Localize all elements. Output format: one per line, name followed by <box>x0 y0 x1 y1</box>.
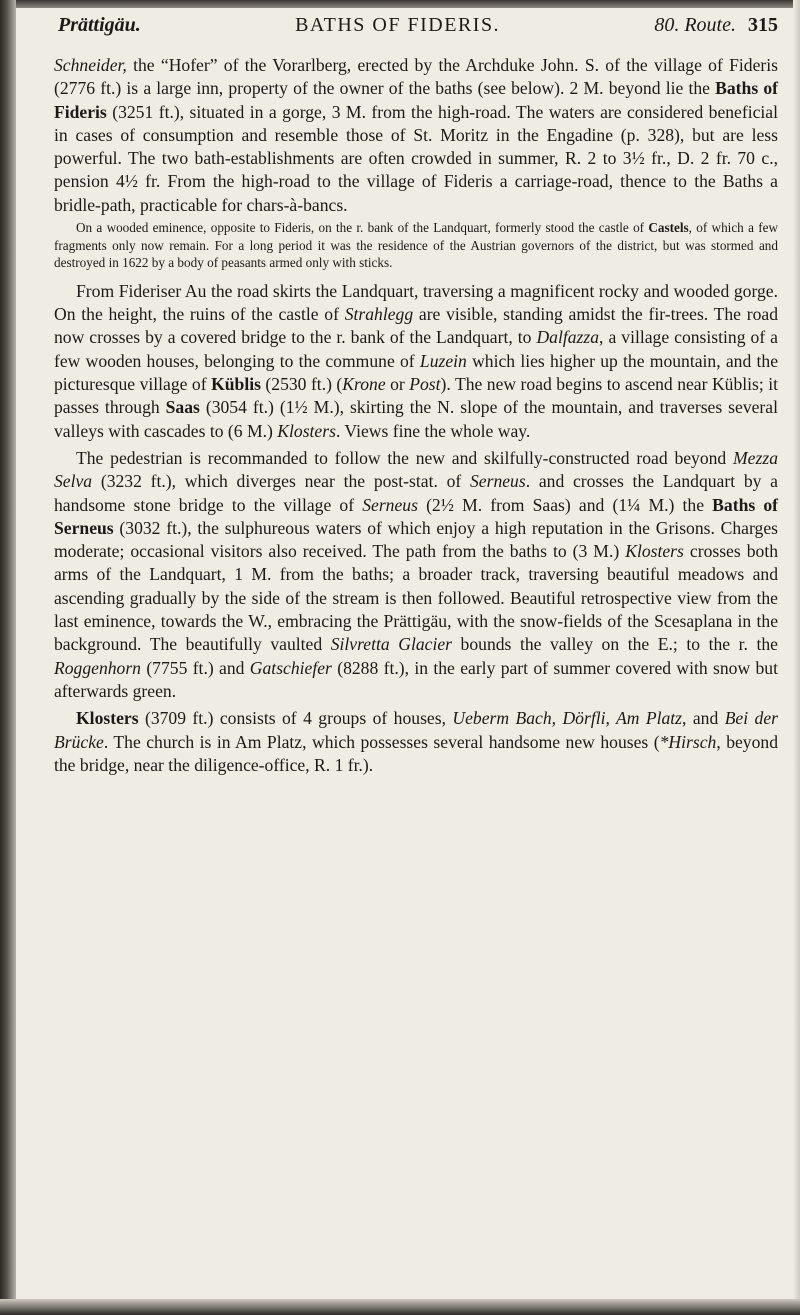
text-run: Bei der Brücke <box>54 708 779 752</box>
note-castels <box>54 219 778 272</box>
text-run: , a village consisting of a few wooden houses, belonging to the commune of <box>54 327 778 371</box>
text-run: Serneus <box>362 494 418 515</box>
text-run: (2½ M. from Saas) and (1¼ M.) the <box>417 494 713 515</box>
text-run: Klosters <box>625 541 684 562</box>
text-run: Klosters <box>277 420 336 441</box>
running-head-title: BATHS OF FIDERIS. <box>295 14 501 36</box>
text-run: Krone <box>342 374 386 395</box>
text-run: (3054 ft.) (1½ M.), skirting the N. slope of the mountain, and traverses several valleys with cascades to (6 M.) <box>54 397 778 441</box>
text-run: Küblis <box>211 374 261 395</box>
text-run: *Hirsch <box>659 731 717 752</box>
text-run: , of which a few fragments only now remain. For a long period it was the residence of the Austrian governors of the district, but was stormed and destroyed in 1622 by a body of peasants armed only with sticks. <box>54 220 778 271</box>
running-head-region: Prättigäu. <box>58 14 141 36</box>
text-run: Klosters <box>76 708 139 729</box>
text-run: From Fideriser Au the road skirts the Landquart, traversing a magnificent rocky and wooded gorge. On the height, the ruins of the castle of <box>54 280 778 325</box>
text-run: which lies higher up the mountain, and the picturesque village of <box>54 350 779 395</box>
text-run: Mezza Selva <box>54 447 778 492</box>
text-run: Saas <box>165 397 200 418</box>
text-run: Strahlegg <box>344 304 414 325</box>
text-run: Luzein <box>419 350 467 371</box>
paragraph-klosters <box>54 707 778 777</box>
text-run: the “Hofer” of the Vorarlberg, erected by the Archduke John. S. of the village of Fideris (2776 ft.) is a large inn, property of the owner of the baths (see below). 2 M. beyond lie the <box>54 55 778 99</box>
text-run: (2530 ft.) ( <box>260 374 343 395</box>
text-run: Baths of Fideris <box>54 78 778 122</box>
text-run: (8288 ft.), in the early part of summer covered with snow but afterwards green. <box>54 657 778 701</box>
text-run: (7755 ft.) and <box>140 657 250 678</box>
text-run: bounds the valley on the E.; to the r. the <box>452 634 778 655</box>
text-run: (3709 ft.) consists of 4 groups of houses, <box>138 708 453 729</box>
text-run: Gatschiefer <box>249 657 332 678</box>
text-run: . The church is in Am Platz, which possesses several handsome new houses ( <box>103 731 660 752</box>
paragraph-pedestrian-route <box>54 447 778 703</box>
text-run: Castels <box>648 220 689 236</box>
text-run: Serneus <box>470 471 526 492</box>
running-head-route <box>654 14 778 37</box>
text-run: Ueberm Bach, Dörfli, Am Platz <box>452 708 683 729</box>
text-run: Schneider, <box>54 55 127 75</box>
text-run: , beyond the bridge, near the diligence-office, R. 1 fr.). <box>54 731 778 775</box>
text-run: (3032 ft.), the sulphureous waters of which enjoy a high reputation in the Grisons. Charges moderate; occasional visitors also received. The path from the baths to (3 M.) <box>54 517 778 562</box>
text-run: (3232 ft.), which diverges near the post-stat. of <box>92 471 470 492</box>
text-run: Roggenhorn <box>54 657 141 678</box>
page-number: 315 <box>748 14 778 36</box>
text-run: On a wooded eminence, opposite to Fideris, on the r. bank of the Landquart, formerly stood the castle of <box>76 220 649 236</box>
page-top-shadow <box>0 0 800 8</box>
text-run: . Views fine the whole way. <box>335 420 531 441</box>
text-run: The pedestrian is recommanded to follow the new and skilfully-constructed road beyond <box>76 447 734 468</box>
text-run: or <box>385 374 410 395</box>
text-run: are visible, standing amidst the fir-trees. The road now crosses by a covered bridge to the r. bank of the Landquart, to <box>54 304 778 348</box>
text-run: Dalfazza <box>536 327 600 348</box>
text-run: Post <box>409 374 441 395</box>
book-gutter-shadow <box>0 0 16 1315</box>
paragraph-landquart-gorge <box>54 280 778 443</box>
text-run: crosses both arms of the Landquart, 1 M. from the baths; a broader track, traversing beautiful meadows and ascending gradually by the side of the stream is then followed. Beautiful retrospective view from the last eminence, towards the W., embracing the Prättigäu, with the snow-fields of the Scesaplana in the background. The beautifully vaulted <box>54 541 778 655</box>
page-right-edge <box>793 0 800 1315</box>
route-label: 80. Route. <box>654 14 736 36</box>
page-bottom-shadow <box>0 1299 800 1315</box>
text-run: , and <box>682 708 725 729</box>
book-page <box>54 14 778 777</box>
text-run: Silvretta Glacier <box>330 634 452 655</box>
text-run: . and crosses the Landquart by a handsome stone bridge to the village of <box>54 471 778 515</box>
text-run: (3251 ft.), situated in a gorge, 3 M. from the high-road. The waters are considered beneficial in cases of consumption and resemble those of St. Moritz in the Engadine (p. 328), but are less powerful. The two bath-establishments are often crowded in summer, R. 2 to 3½ fr., D. 2 fr. 70 c., pension 4½ fr. From the high-road to the village of Fideris a carriage-road, thence to the Baths a bridle-path, practicable for chars-à-bancs. <box>54 101 778 215</box>
paragraph-schneider <box>54 54 778 217</box>
text-run: Baths of Serneus <box>54 494 779 538</box>
running-head <box>58 14 778 54</box>
text-run: ). The new road begins to ascend near Küblis; it passes through <box>54 374 779 418</box>
